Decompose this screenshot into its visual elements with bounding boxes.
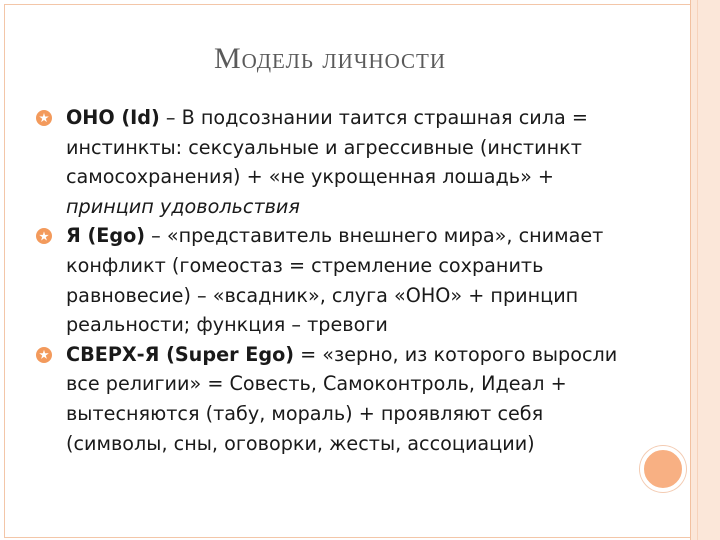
slide-content [36,103,646,458]
term-superego: СВЕРХ-Я (Super Ego) [66,342,295,366]
decorative-line [690,0,691,540]
list-item-superego [36,340,646,458]
description-id: – В подсознании таится страшная сила = инстинкты: сексуальные и агрессивные (инстинкт самосохранения) + «не укрощенная лошадь» + [66,106,588,189]
description-superego: = «зерно, из которого выросли все религии» = Совесть, Самоконтроль, Идеал + вытесняются (табу, мораль) + проявляют себя (символы, сны, оговорки, жесты, ассоциации) [66,342,618,455]
decorative-strip [690,0,720,540]
decorative-circle [640,446,686,492]
star-bullet-icon [36,228,52,244]
term-ego: Я (Ego) [66,224,146,248]
list-item-id [36,103,646,221]
list-item-ego [36,221,646,339]
emphasis-id: принцип удовольствия [66,194,300,218]
slide-title: Модель личности [213,42,447,75]
decorative-line [697,0,698,540]
term-id: ОНО (Id) [66,106,160,129]
star-bullet-icon [36,347,52,363]
description-ego: – «представитель внешнего мира», снимает конфликт (гомеостаз = стремление сохранить равновесие) – «всадник», слуга «ОНО» + принцип реальности; функция – тревоги [66,224,604,337]
star-bullet-icon [36,110,52,126]
